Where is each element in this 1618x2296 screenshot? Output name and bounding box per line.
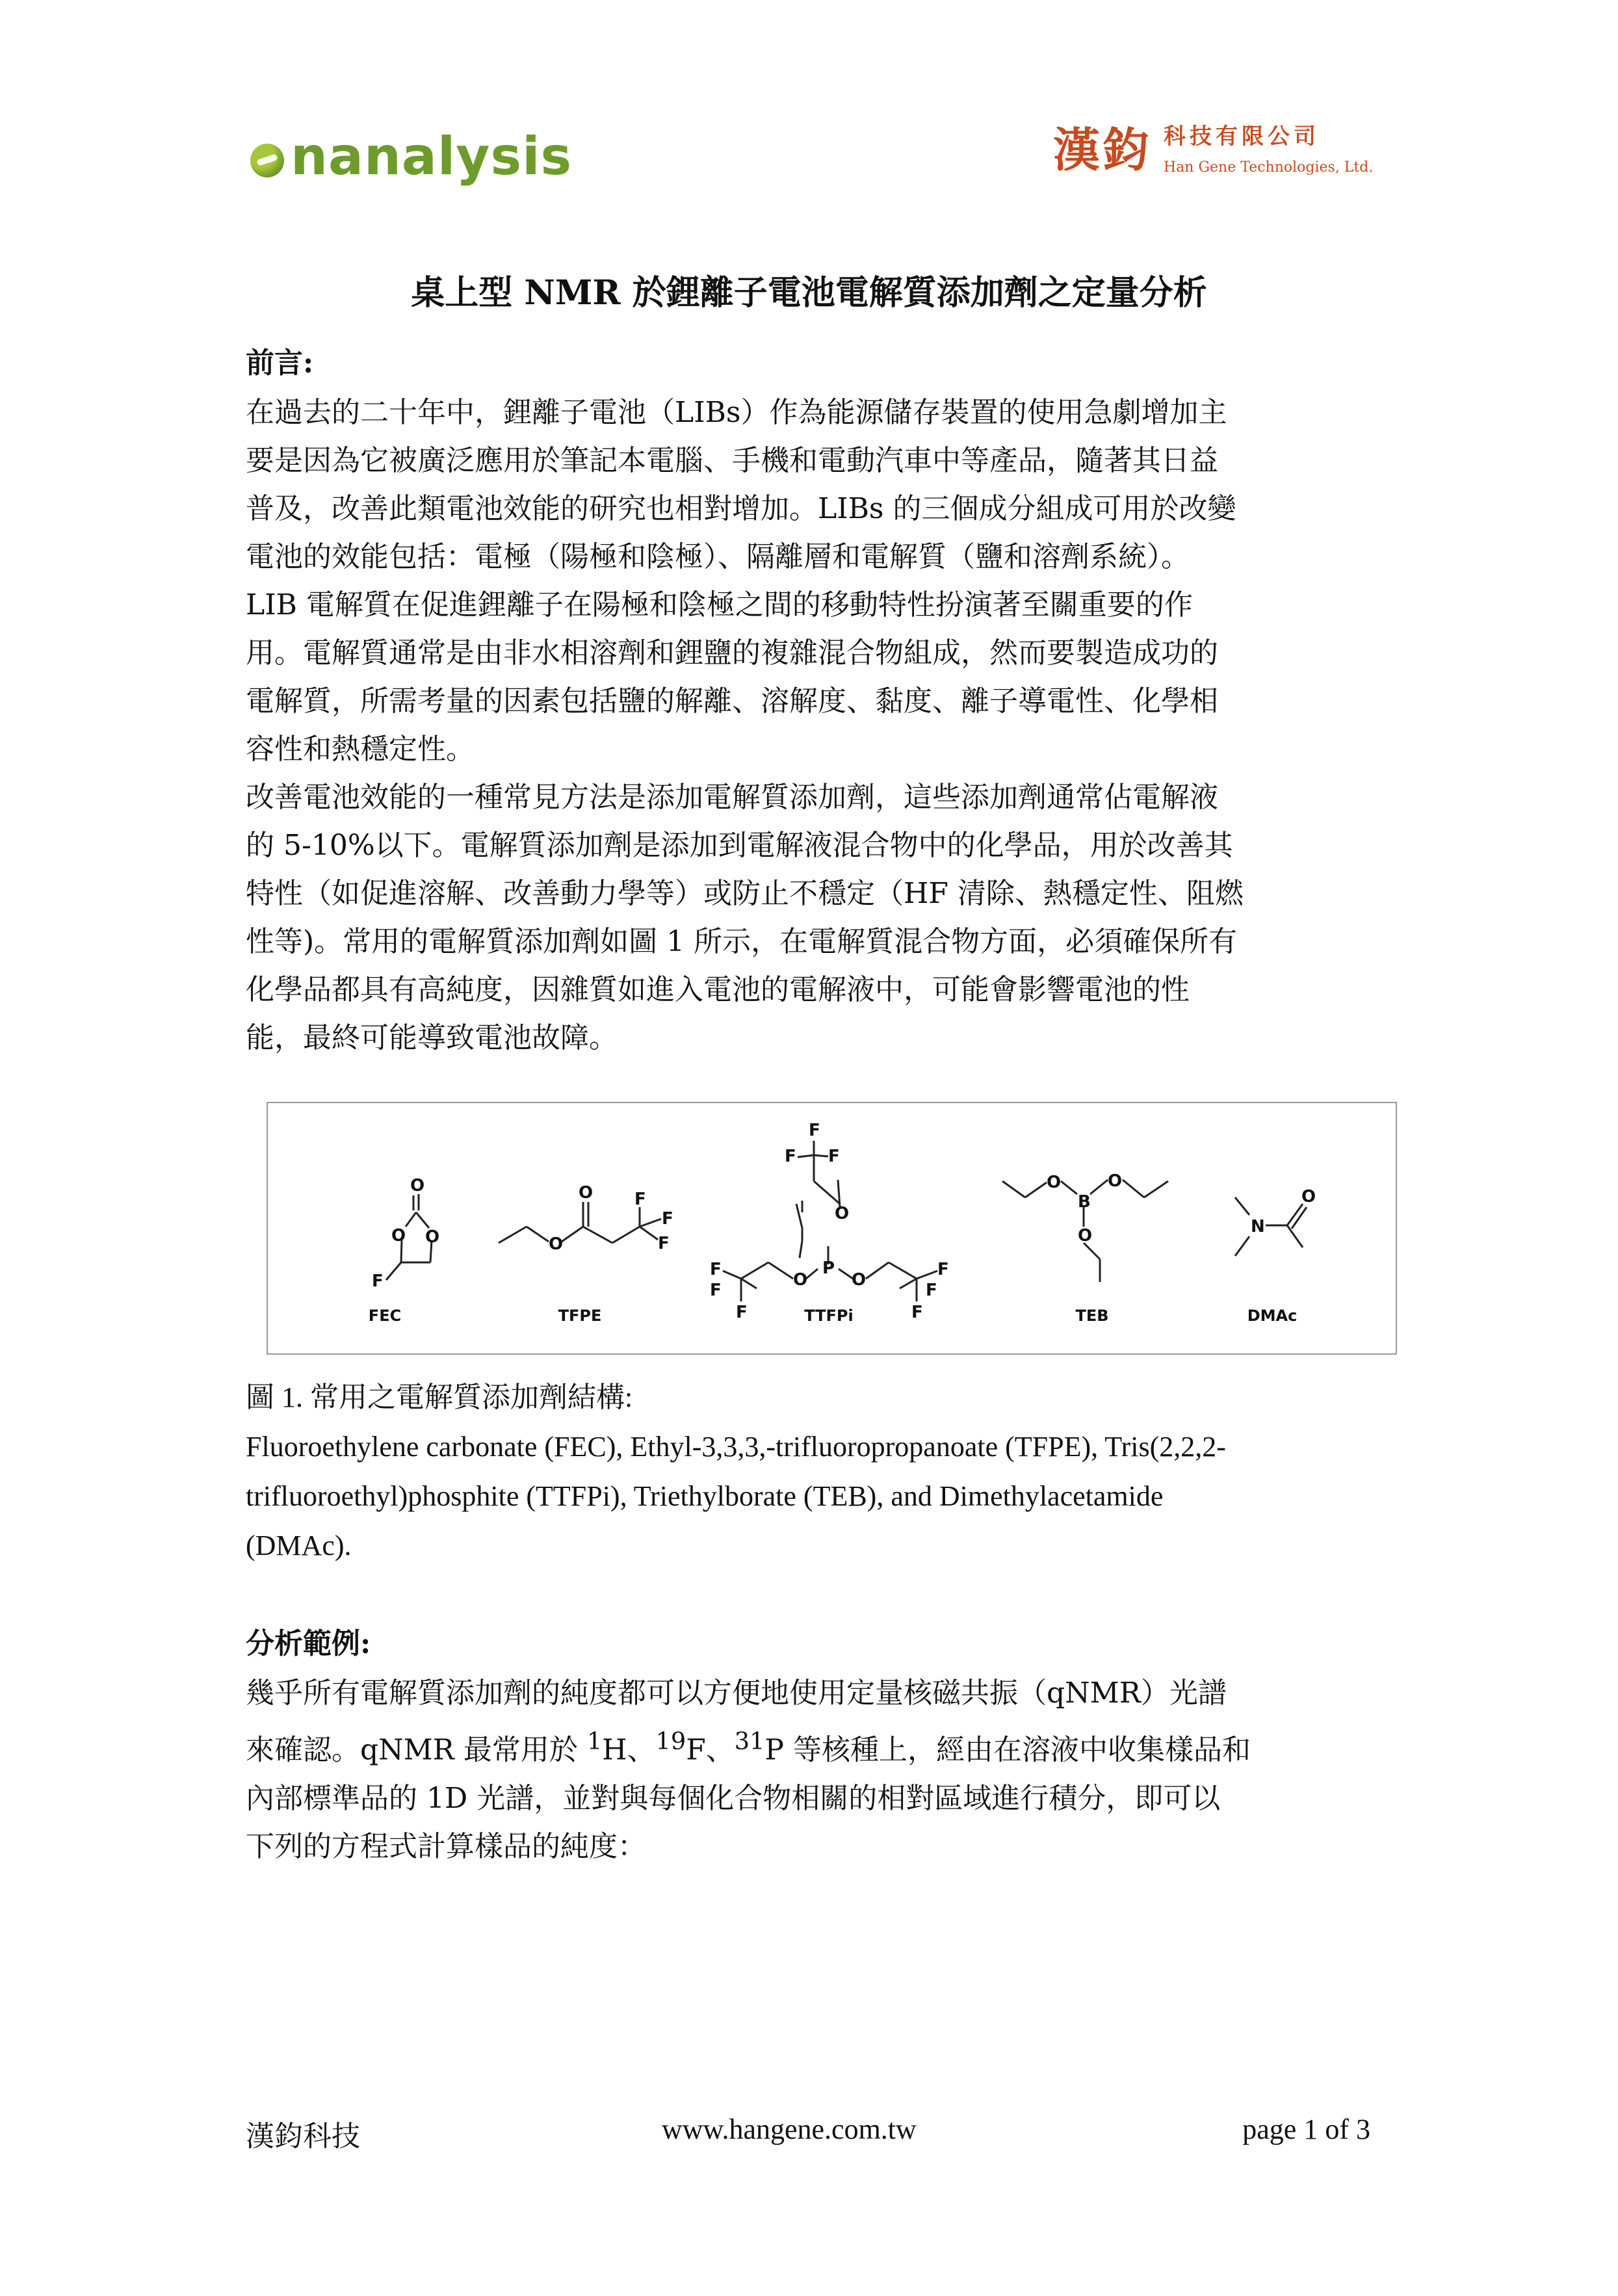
structure-label-teb: TEB — [1075, 1307, 1109, 1325]
text-line: 容性和熱穩定性。 — [246, 733, 475, 766]
text-line: 特性（如促進溶解、改善動力學等）或防止不穩定（HF 清除、熱穩定性、阻燃 — [246, 877, 1244, 910]
atom-label: O — [1301, 1187, 1316, 1207]
analysis-heading: 分析範例: — [246, 1627, 371, 1660]
footer-page-number: page 1 of 3 — [1242, 2113, 1370, 2145]
hangene-logo-en: Han Gene Technologies, Ltd. — [1164, 159, 1374, 176]
text-line: 改善電池效能的一種常見方法是添加電解質添加劑，這些添加劑通常佔電解液 — [246, 781, 1218, 814]
atom-label: F — [828, 1147, 840, 1166]
atom-label: O — [852, 1270, 867, 1290]
caption-line: (DMAc). — [246, 1530, 352, 1561]
atom-label: O — [549, 1234, 564, 1254]
structure-label-dmac: DMAc — [1247, 1307, 1298, 1325]
superscript: 31 — [734, 1727, 765, 1755]
hangene-logo — [1053, 122, 1391, 198]
atom-label: O — [579, 1183, 594, 1203]
text-line: 電解質，所需考量的因素包括鹽的解離、溶解度、黏度、離子導電性、化學相 — [246, 685, 1218, 718]
text-line: 在過去的二十年中，鋰離子電池（LIBs）作為能源儲存裝置的使用急劇增加主 — [246, 396, 1227, 429]
intro-paragraph-1 — [246, 389, 1364, 581]
atom-label: F — [710, 1260, 722, 1279]
atom-label: F — [634, 1190, 646, 1209]
atom-label: N — [1251, 1217, 1265, 1236]
text-line: 性等)。常用的電解質添加劑如圖 1 所示，在電解質混合物方面，必須確保所有 — [246, 925, 1238, 958]
text-line: 的 5-10%以下。電解質添加劑是添加到電解液混合物中的化學品，用於改善其 — [246, 829, 1233, 862]
footer-url: www.hangene.com.tw — [662, 2113, 917, 2145]
structures-svg — [268, 1103, 1396, 1353]
page-header — [0, 0, 1618, 215]
atom-label: F — [736, 1303, 748, 1322]
atom-label: F — [911, 1303, 923, 1322]
atom-label: F — [662, 1209, 673, 1229]
structure-label-ttfpi: TTFPi — [804, 1307, 854, 1325]
figure-caption — [246, 1373, 1390, 1571]
text-line: 要是因為它被廣泛應用於筆記本電腦、手機和電動汽車中等產品，隨著其日益 — [246, 444, 1218, 477]
hangene-logo-cn-small: 科技有限公司 — [1164, 124, 1320, 150]
analysis-paragraph — [246, 1669, 1390, 1871]
atom-label: O — [1047, 1173, 1062, 1192]
text-line — [246, 1717, 1390, 1775]
text-segment: F、 — [686, 1733, 735, 1767]
intro-heading: 前言: — [246, 346, 314, 380]
atom-label: F — [785, 1147, 796, 1166]
structure-label-fec: FEC — [368, 1307, 402, 1325]
atom-label: O — [835, 1204, 850, 1223]
superscript: 1 — [586, 1727, 603, 1755]
text-line: 化學品都具有高純度，因雜質如進入電池的電解液中，可能會影響電池的性 — [246, 973, 1190, 1006]
text-line: 電池的效能包括：電極（陽極和陰極）、隔離層和電解質（鹽和溶劑系統）。 — [246, 540, 1190, 573]
structure-label-tfpe: TFPE — [558, 1307, 602, 1325]
caption-line: Fluoroethylene carbonate (FEC), Ethyl-3,3,3,-trifluoropropanoate (TFPE), Tris(2,2,2- — [246, 1431, 1226, 1463]
nanalysis-logo-text: nanalysis — [291, 126, 573, 187]
text-line: 下列的方程式計算樣品的純度： — [246, 1829, 646, 1863]
intro-section — [246, 338, 1364, 1062]
atom-label: F — [937, 1260, 949, 1279]
intro-paragraph-2 — [246, 581, 1364, 774]
caption-line: trifluoroethyl)phosphite (TTFPi), Triethylborate (TEB), and Dimethylacetamide — [246, 1480, 1164, 1512]
footer-company: 漢鈞科技 — [246, 2120, 360, 2152]
atom-label: F — [372, 1272, 384, 1291]
hangene-logo-cn: 漢鈞 — [1053, 122, 1153, 177]
atom-label: O — [1108, 1171, 1123, 1191]
text-line: 幾乎所有電解質添加劑的純度都可以方便地使用定量核磁共振（qNMR）光譜 — [246, 1676, 1227, 1710]
superscript: 19 — [655, 1727, 686, 1755]
page-footer — [246, 2113, 1370, 2152]
atom-label: P — [822, 1259, 835, 1278]
atom-label: F — [926, 1281, 937, 1300]
atom-label: B — [1078, 1192, 1091, 1212]
additive-structures-figure — [267, 1102, 1397, 1355]
atom-label: F — [710, 1281, 722, 1300]
text-line: 能，最終可能導致電池故障。 — [246, 1021, 618, 1054]
intro-paragraph-3 — [246, 774, 1364, 1062]
atom-label: O — [793, 1270, 808, 1290]
text-segment: H、 — [602, 1733, 656, 1767]
nanalysis-logo-icon — [250, 144, 284, 177]
atom-label: F — [658, 1234, 670, 1253]
atom-label: O — [1078, 1226, 1093, 1246]
nanalysis-logo — [250, 126, 573, 187]
atom-label: O — [410, 1176, 425, 1195]
text-segment: P 等核種上，經由在溶液中收集樣品和 — [764, 1733, 1251, 1767]
atom-label: F — [809, 1121, 820, 1140]
caption-line: 圖 1. 常用之電解質添加劑結構: — [246, 1381, 633, 1413]
text-line: LIB 電解質在促進鋰離子在陽極和陰極之間的移動特性扮演著至關重要的作 — [246, 588, 1193, 621]
atom-label: O — [391, 1226, 406, 1246]
atom-label: O — [425, 1227, 440, 1247]
analysis-section — [246, 1619, 1390, 1871]
document-title: 桌上型 NMR 於鋰離子電池電解質添加劑之定量分析 — [411, 273, 1207, 313]
text-line: 內部標準品的 1D 光譜，並對與每個化合物相關的相對區域進行積分，即可以 — [246, 1781, 1221, 1815]
text-segment: 來確認。qNMR 最常用於 — [246, 1733, 587, 1767]
text-line: 普及，改善此類電池效能的研究也相對增加。LIBs 的三個成分組成可用於改變 — [246, 492, 1236, 525]
text-line: 用。電解質通常是由非水相溶劑和鋰鹽的複雜混合物組成，然而要製造成功的 — [246, 636, 1218, 670]
